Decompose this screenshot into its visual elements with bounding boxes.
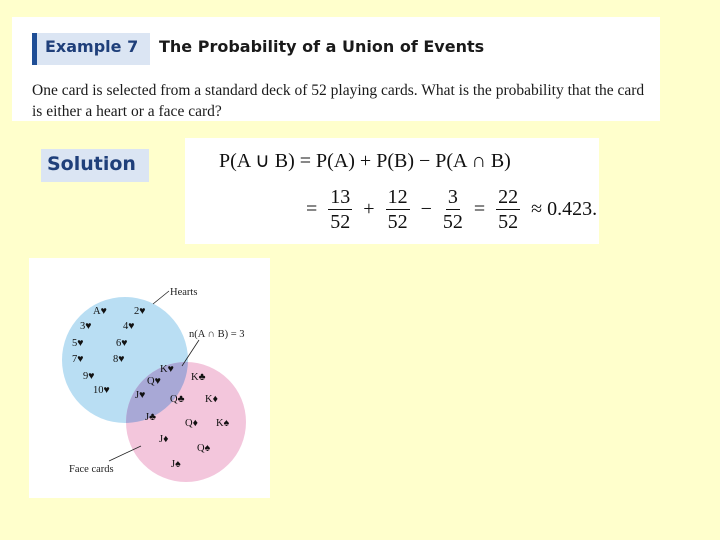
example-title: The Probability of a Union of Events (159, 37, 485, 56)
hearts-label: Hearts (170, 287, 198, 298)
solution-label: Solution (47, 153, 136, 175)
fraction-numerator: 12 (387, 186, 408, 208)
problem-panel (12, 17, 660, 121)
solution-tab (41, 149, 149, 182)
card-label: 6♥ (116, 338, 128, 349)
card-label: 2♥ (134, 306, 146, 317)
card-label: 3♥ (80, 321, 92, 332)
fraction-denominator: 52 (498, 211, 519, 233)
fraction-numerator: 22 (498, 186, 519, 208)
example-tab (32, 33, 150, 65)
formula-line-1: P(A ∪ B) = P(A) + P(B) − P(A ∩ B) (219, 150, 511, 172)
card-label: Q♦ (185, 418, 198, 429)
card-label: K♠ (216, 418, 230, 429)
card-label: 8♥ (113, 354, 125, 365)
minus-sign: − (420, 198, 432, 220)
problem-statement: One card is selected from a standard deck of 52 playing cards. What is the probability that the card is either a heart or a face card? (32, 82, 645, 120)
card-label: K♦ (205, 394, 218, 405)
fraction-numerator: 13 (330, 186, 351, 208)
card-label: Q♥ (147, 376, 161, 387)
formula-line-2 (300, 187, 603, 232)
card-label: 5♥ (72, 338, 84, 349)
card-label: 4♥ (123, 321, 135, 332)
intersection-count-label: n(A ∩ B) = 3 (189, 329, 245, 340)
example-label: Example 7 (45, 37, 139, 56)
plus-sign: + (363, 198, 375, 220)
formula-panel (185, 138, 599, 244)
fraction-denominator: 52 (330, 211, 351, 233)
card-label: 10♥ (93, 385, 110, 396)
venn-diagram-panel (29, 258, 270, 498)
face-cards-label: Face cards (69, 464, 114, 475)
fraction-denominator: 52 (387, 211, 408, 233)
fraction-face-cards (386, 187, 410, 232)
fraction-hearts (328, 187, 352, 232)
card-label: J♣ (145, 412, 156, 423)
fraction-numerator: 3 (447, 186, 458, 208)
fraction-result (496, 187, 520, 232)
fraction-intersection (443, 187, 463, 232)
approx-result: ≈ 0.423. (531, 198, 598, 220)
card-label: K♣ (191, 372, 206, 383)
card-label: 9♥ (83, 371, 95, 382)
card-label: A♥ (93, 306, 107, 317)
card-label: J♦ (159, 434, 169, 445)
venn-diagram (29, 258, 270, 498)
card-label: 7♥ (72, 354, 84, 365)
hearts-pointer-line (153, 291, 169, 304)
equals-sign: = (306, 198, 318, 220)
card-label: Q♣ (170, 394, 185, 405)
fraction-denominator: 52 (442, 211, 463, 233)
card-label: Q♠ (197, 443, 211, 454)
equals-sign: = (473, 198, 486, 220)
card-label: J♠ (171, 459, 181, 470)
card-label: K♥ (160, 364, 174, 375)
card-label: J♥ (135, 390, 146, 401)
